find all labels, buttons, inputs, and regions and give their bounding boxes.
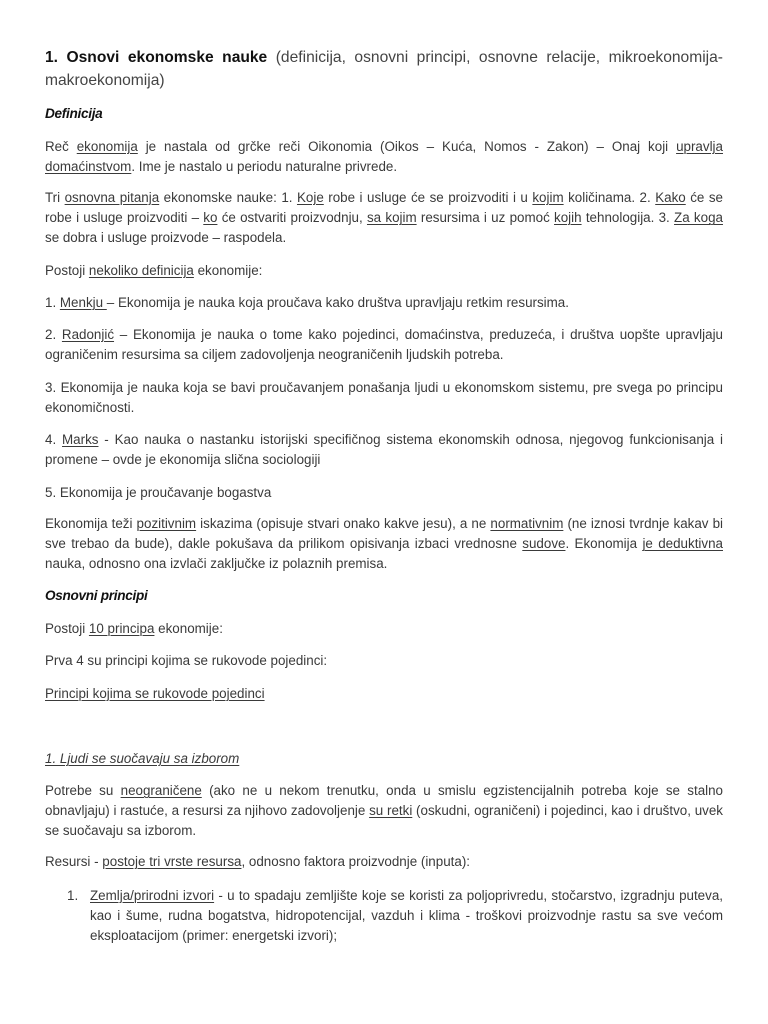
list-item-number: 1. — [67, 888, 79, 903]
heading-definicija: Definicija — [45, 106, 103, 121]
section-title-bold: 1. Osnovi ekonomske nauke — [45, 49, 268, 66]
principle-1-heading: 1. Ljudi se suočavaju sa izborom — [45, 751, 240, 766]
paragraph-ten-principles: Postoji 10 principa ekonomije: — [45, 621, 223, 636]
heading-osnovni-principi: Osnovni principi — [45, 588, 148, 603]
definition-1: 1. Menkju – Ekonomija je nauka koja proučava kako društva upravljaju retkim resursima. — [45, 295, 569, 310]
paragraph-needs-resources: Potrebe su neograničene (ako ne u nekom trenutku, onda u smislu egzistencijalnih potreba koje se stalno obnavljaju) i rastuće, a resursi za njihovo zadovoljenje su retki (oskudni, ograničeni) i pojedinci, kao i društvo, uvek se suočavaju sa izborom. — [45, 783, 724, 839]
paragraph-positive-normative: Ekonomija teži pozitivnim iskazima (opisuje stvari onako kakve jesu), a ne normativnim (ne iznosi tvrdnje kakav bi sve trebao da bude), dakle pokušava da prilikom opisivanja izbaci vrednosne sudove. Ekonomija je deduktivna nauka, odnosno ona izvlači zaključke iz polaznih premisa. — [45, 516, 723, 572]
paragraph-first-four: Prva 4 su principi kojima se rukovode pojedinci: — [45, 653, 328, 668]
paragraph-definitions-intro: Postoji nekoliko definicija ekonomije: — [45, 263, 263, 278]
definition-2: 2. Radonjić – Ekonomija je nauka o tome kako pojedinci, domaćinstva, preduzeća, i društva uopšte upravljaju ograničenim resursima sa ciljem zadovoljenja neograničenih ljudskih potreba. — [45, 327, 724, 363]
paragraph-etymology: Reč ekonomija je nastala od grčke reči Oikonomia (Oikos – Kuća, Nomos - Zakon) – Onaj koji upravlja domaćinstvom. Ime je nastalo u periodu naturalne privrede. — [45, 139, 723, 175]
paragraph-resource-types: Resursi - postoje tri vrste resursa, odnosno faktora proizvodnje (inputa): — [45, 854, 470, 869]
definition-5: 5. Ekonomija je proučavanje bogastva — [45, 485, 272, 500]
definition-4: 4. Marks - Kao nauka o nastanku istorijski specifičnog sistema ekonomskih odnosa, njegovog funkcionisanja i promene – ovde je ekonomija slična sociologiji — [45, 432, 723, 468]
section-title — [45, 47, 723, 92]
list-item-land: Zemlja/prirodni izvori - u to spadaju zemljište koje se koristi za poljoprivredu, stočarstvo, izgradnju puteva, kao i šume, rudna bogatstva, hidropotencijal, vazduh i klima - troškovi proizvodnje rastu sa sve većom eksploatacijom (primer: energetski izvori); — [90, 888, 723, 944]
section-title-subtitle: (definicija, osnovni principi, osnovne relacije, mikroekonomija-makroekonomija) — [45, 49, 723, 89]
paragraph-basic-questions: Tri osnovna pitanja ekonomske nauke: 1. Koje robe i usluge će se proizvoditi i u kojim količinama. 2. Kako će se robe i usluge proizvoditi – ko će ostvariti proizvodnju, sa kojim resursima i uz pomoć kojih tehnologija. 3. Za koga se dobra i usluge proizvode – raspodela. — [45, 190, 724, 246]
subheading-individual-principles: Principi kojima se rukovode pojedinci — [45, 686, 265, 701]
definition-3: 3. Ekonomija je nauka koja se bavi proučavanjem ponašanja ljudi u ekonomskom sistemu, pre svega po principu ekonomičnosti. — [45, 380, 723, 416]
